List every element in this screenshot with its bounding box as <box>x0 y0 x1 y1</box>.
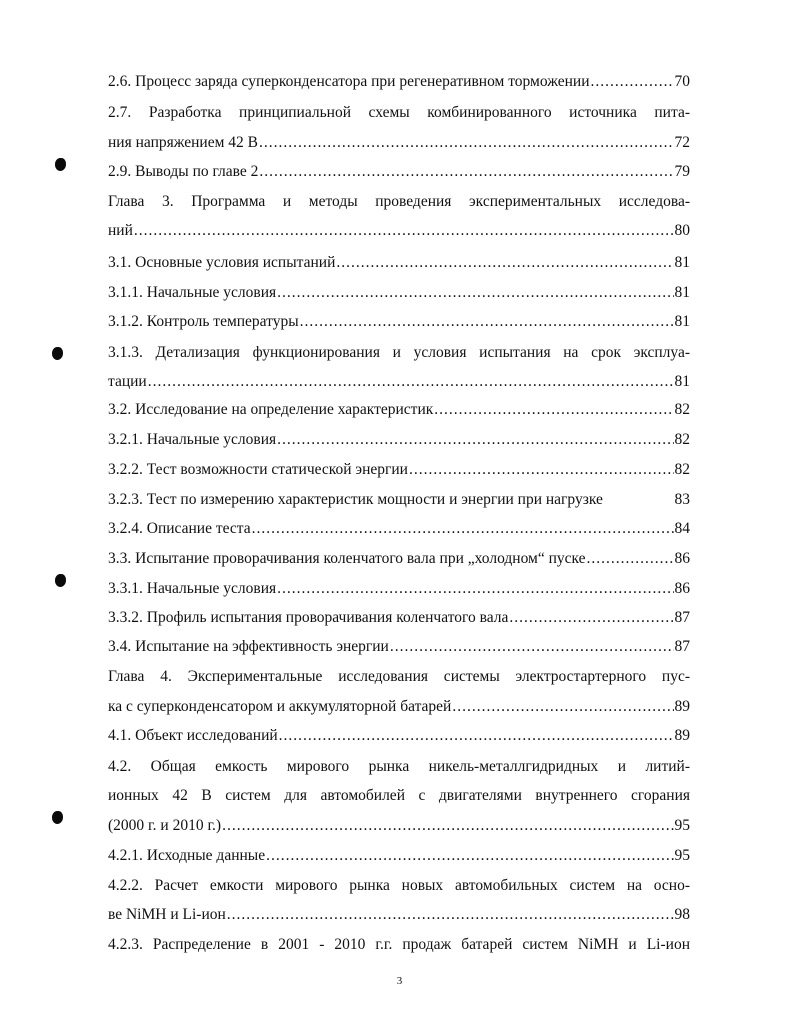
toc-page: 72 <box>674 134 690 151</box>
toc-title: ве NiMH и Li-ион <box>108 906 226 923</box>
toc-page: 70 <box>674 73 690 90</box>
toc-title: 3.1.1. Начальные условия <box>108 284 277 301</box>
toc-page: 81 <box>674 373 690 390</box>
toc-page: 89 <box>674 727 690 744</box>
leader-dots <box>434 400 673 420</box>
toc-page: 95 <box>674 817 690 834</box>
toc-entry: 4.2.2. Расчет емкости мирового рынка новых автомобильных систем на осно- <box>108 877 690 894</box>
toc-entry-continuation <box>108 905 690 925</box>
toc-title: ка с суперконденсатором и аккумуляторной батарей <box>108 698 452 715</box>
toc-title: ния напряжением 42 В <box>108 134 258 151</box>
toc-entry <box>108 253 690 273</box>
toc-page: 79 <box>674 163 690 180</box>
toc-title: 3.2.1. Начальные условия <box>108 431 277 448</box>
leader-dots <box>266 846 673 866</box>
leader-dots <box>277 283 673 303</box>
toc-entry <box>108 549 690 569</box>
toc-entry-continuation <box>108 816 690 836</box>
leader-dots <box>509 608 673 628</box>
page-number: 3 <box>396 975 403 987</box>
toc-entry <box>108 579 690 599</box>
toc-entry: Глава 4. Экспериментальные исследования системы электростартерного пус- <box>108 668 690 685</box>
toc-entry <box>108 460 690 480</box>
toc-page: 87 <box>674 609 690 626</box>
toc-entry: 3.1.3. Детализация функционирования и условия испытания на срок эксплуа- <box>108 344 690 361</box>
toc-page: 80 <box>674 222 690 239</box>
toc-page: 87 <box>674 638 690 655</box>
toc-page: 81 <box>674 313 690 330</box>
leader-dots <box>277 579 673 599</box>
toc-page: 98 <box>674 906 690 923</box>
leader-dots <box>336 253 673 273</box>
toc-entry <box>108 312 690 332</box>
toc-title: 3.2.3. Тест по измерению характеристик мощности и энергии при нагрузке <box>108 491 603 508</box>
toc-entry-continuation <box>108 133 690 153</box>
toc-entry <box>108 726 690 746</box>
punch-hole-mark <box>52 347 63 360</box>
toc-title: 4.2.1. Исходные данные <box>108 847 266 864</box>
toc-page: 82 <box>674 461 690 478</box>
toc-page: 83 <box>674 491 690 508</box>
leader-dots <box>279 726 674 746</box>
punch-hole-mark <box>55 158 66 171</box>
toc-entry <box>108 430 690 450</box>
toc-title: тации <box>108 373 147 390</box>
toc-page: 82 <box>674 401 690 418</box>
leader-dots <box>277 430 673 450</box>
leader-dots <box>452 697 673 717</box>
toc-title: 3.1.2. Контроль температуры <box>108 313 299 330</box>
toc-title: 3.3.1. Начальные условия <box>108 580 277 597</box>
toc-entry <box>108 846 690 866</box>
toc-entry-continuation <box>108 221 690 241</box>
toc-entry <box>108 608 690 628</box>
toc-page: 84 <box>674 520 690 537</box>
leader-dots <box>259 162 673 182</box>
leader-dots <box>409 460 674 480</box>
toc-entry-continuation: ионных 42 В систем для автомобилей с двигателями внутреннего сгорания <box>108 787 690 804</box>
toc-title: 3.2.4. Описание теста <box>108 520 251 537</box>
leader-dots <box>590 72 673 92</box>
leader-dots <box>222 816 673 836</box>
toc-title: 3.2. Исследование на определение характеристик <box>108 401 434 418</box>
toc-title: 3.3. Испытание проворачивания коленчатого вала при „холодном“ пуске <box>108 550 586 567</box>
punch-hole-mark <box>52 811 63 824</box>
leader-dots <box>148 372 674 392</box>
leader-dots <box>300 312 674 332</box>
leader-dots <box>390 637 674 657</box>
toc-entry: 4.2.3. Распределение в 2001 - 2010 г.г. продаж батарей систем NiMH и Li-ион <box>108 936 690 953</box>
toc-page: 86 <box>674 580 690 597</box>
toc-page: 95 <box>674 847 690 864</box>
toc-page: 89 <box>674 698 690 715</box>
toc-title: (2000 г. и 2010 г.) <box>108 817 222 834</box>
toc-page: 81 <box>674 254 690 271</box>
toc-entry <box>108 400 690 420</box>
toc-entry: 4.2. Общая емкость мирового рынка никель-металлгидридных и литий- <box>108 758 690 775</box>
toc-entry <box>108 162 690 182</box>
toc-entry: Глава 3. Программа и методы проведения экспериментальных исследова- <box>108 193 690 210</box>
leader-dots <box>134 221 674 241</box>
leader-dots <box>227 905 674 925</box>
toc-title: 2.9. Выводы по главе 2 <box>108 163 259 180</box>
toc-title: 3.3.2. Профиль испытания проворачивания коленчатого вала <box>108 609 509 626</box>
leader-dots <box>259 133 674 153</box>
toc-entry <box>108 283 690 303</box>
toc-entry <box>108 490 690 510</box>
toc-entry-continuation <box>108 372 690 392</box>
toc-entry: 2.7. Разработка принципиальной схемы комбинированного источника пита- <box>108 104 690 121</box>
toc-title: 4.1. Объект исследований <box>108 727 278 744</box>
toc-entry <box>108 637 690 657</box>
toc-page: 81 <box>674 284 690 301</box>
punch-hole-mark <box>55 574 66 587</box>
toc-page: 82 <box>674 431 690 448</box>
toc-title: 3.2.2. Тест возможности статической энергии <box>108 461 408 478</box>
toc-title: 3.1. Основные условия испытаний <box>108 254 336 271</box>
toc-entry <box>108 72 690 92</box>
toc-entry-continuation <box>108 697 690 717</box>
toc-title: 3.4. Испытание на эффективность энергии <box>108 638 389 655</box>
toc-entry <box>108 519 690 539</box>
toc-title: ний <box>108 222 133 239</box>
toc-title: 2.6. Процесс заряда суперконденсатора при регенеративном торможении <box>108 73 590 90</box>
leader-dots <box>252 519 674 539</box>
leader-dots <box>587 549 674 569</box>
toc-page: 86 <box>674 550 690 567</box>
